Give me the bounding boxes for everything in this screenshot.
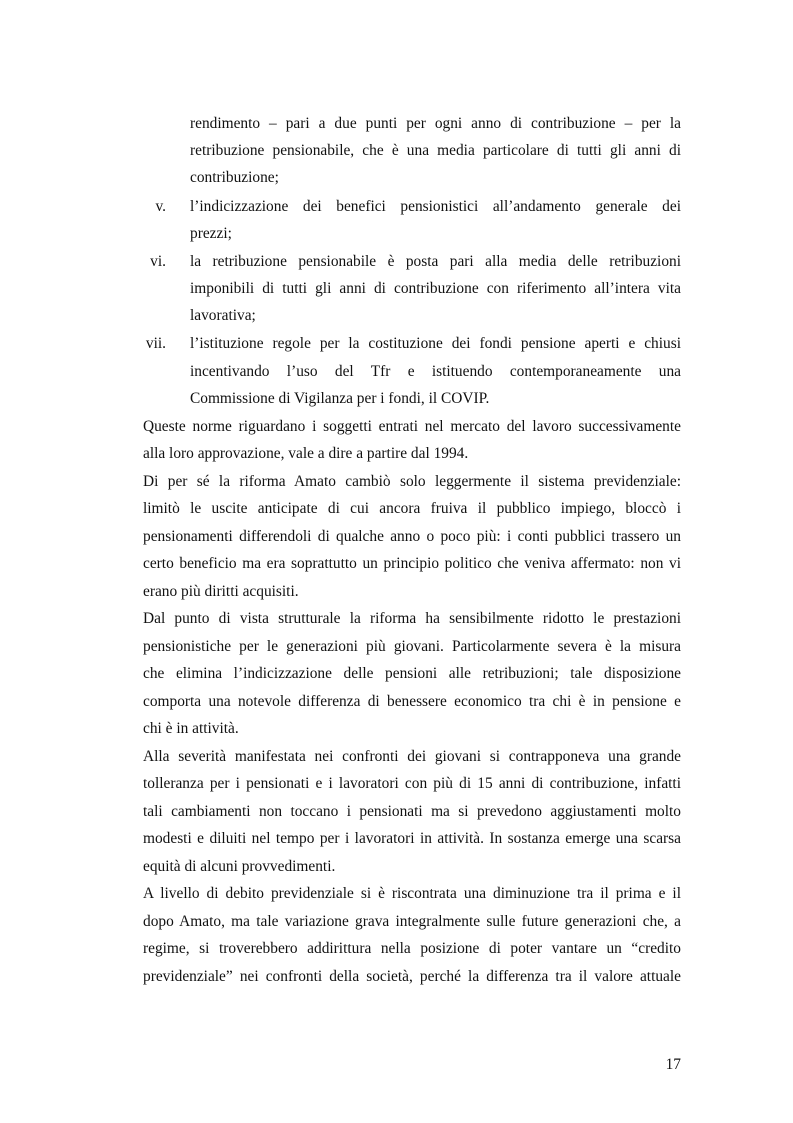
list-item-line: Commissione di Vigilanza per i fondi, il COVIP. — [190, 390, 490, 407]
paragraph-line: Alla severità manifestata nei confronti dei giovani si contrapponeva una grande — [143, 748, 681, 765]
paragraph-line: equità di alcuni provvedimenti. — [143, 858, 336, 875]
paragraph-line: tolleranza per i pensionati e i lavoratori con più di 15 anni di contribuzione, infatti — [143, 775, 681, 792]
paragraph-line: Di per sé la riforma Amato cambiò solo leggermente il sistema previdenziale: — [143, 473, 681, 490]
paragraph-line: chi è in attività. — [143, 720, 239, 737]
list-continuation-line: retribuzione pensionabile, che è una media particolare di tutti gli anni di — [190, 142, 681, 159]
paragraph-line: regime, si troverebbero addirittura nella posizione di poter vantare un “credito — [143, 940, 681, 957]
list-continuation-line: contribuzione; — [190, 169, 279, 186]
paragraph-line: A livello di debito previdenziale si è riscontrata una diminuzione tra il prima e il — [143, 885, 681, 902]
list-marker: v. — [155, 198, 166, 215]
list-marker: vii. — [145, 335, 166, 352]
paragraph-line: comporta una notevole differenza di benessere economico tra chi è in pensione e — [143, 693, 681, 710]
paragraph-line: Queste norme riguardano i soggetti entrati nel mercato del lavoro successivamente — [143, 418, 681, 435]
paragraph-line: modesti e diluiti nel tempo per i lavoratori in attività. In sostanza emerge una scarsa — [143, 830, 681, 847]
paragraph-line: Dal punto di vista strutturale la riforma ha sensibilmente ridotto le prestazioni — [143, 610, 681, 627]
paragraph-line: pensionistiche per le generazioni più giovani. Particolarmente severa è la misura — [143, 638, 681, 655]
list-marker: vi. — [150, 253, 166, 270]
list-item-line: imponibili di tutti gli anni di contribuzione con riferimento all’intera vita — [190, 280, 681, 297]
list-item-line: incentivando l’uso del Tfr e istituendo contemporaneamente una — [190, 363, 681, 380]
paragraph-line: limitò le uscite anticipate di cui ancora fruiva il pubblico impiego, bloccò i — [143, 500, 681, 517]
paragraph-line: dopo Amato, ma tale variazione grava integralmente sulle future generazioni che, a — [143, 913, 681, 930]
list-item-line: prezzi; — [190, 225, 232, 242]
paragraph-line: che elimina l’indicizzazione delle pensioni alle retribuzioni; tale disposizione — [143, 665, 681, 682]
list-item-line: l’indicizzazione dei benefici pensionistici all’andamento generale dei — [190, 198, 681, 215]
paragraph-line: tali cambiamenti non toccano i pensionati ma si prevedono aggiustamenti molto — [143, 803, 681, 820]
list-item-line: lavorativa; — [190, 307, 256, 324]
page-number: 17 — [665, 1056, 681, 1073]
paragraph-line: alla loro approvazione, vale a dire a partire dal 1994. — [143, 445, 469, 462]
list-continuation-line: rendimento – pari a due punti per ogni anno di contribuzione – per la — [190, 115, 681, 132]
paragraph-line: certo beneficio ma era soprattutto un principio politico che veniva affermato: non vi — [143, 555, 681, 572]
list-item-line: la retribuzione pensionabile è posta pari alla media delle retribuzioni — [190, 253, 681, 270]
paragraph-line: erano più diritti acquisiti. — [143, 583, 299, 600]
paragraph-line: pensionamenti differendoli di qualche anno o poco più: i conti pubblici trassero un — [143, 528, 681, 545]
list-item-line: l’istituzione regole per la costituzione dei fondi pensione aperti e chiusi — [190, 335, 681, 352]
paragraph-line: previdenziale” nei confronti della società, perché la differenza tra il valore attuale — [143, 968, 681, 985]
